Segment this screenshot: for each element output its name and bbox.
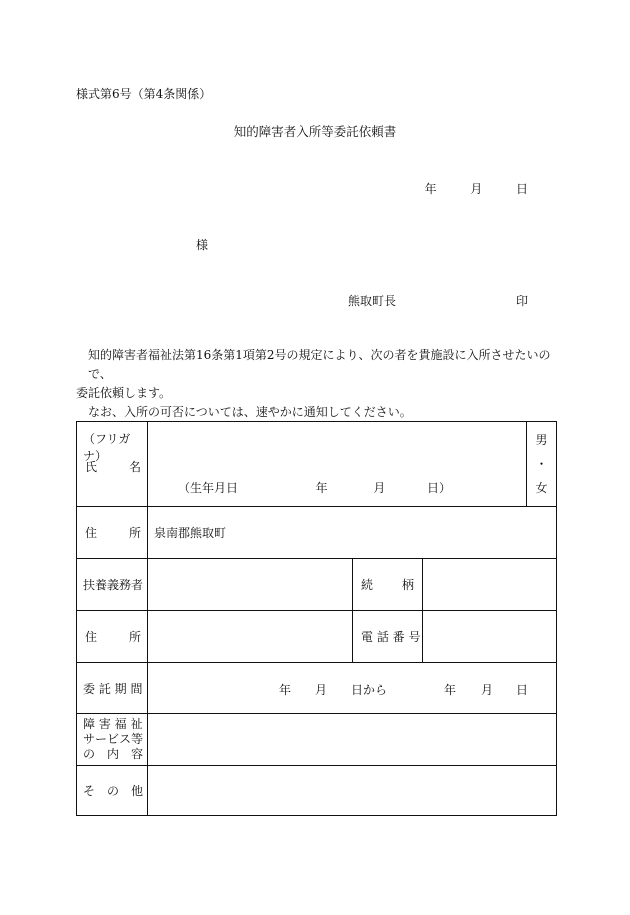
guardian-row [77, 559, 557, 611]
period-row [77, 663, 557, 714]
address-row [77, 507, 557, 559]
name-label-char-2: 名 [128, 460, 141, 474]
address-label-char-1: 住 [85, 526, 98, 540]
date-line [425, 180, 528, 197]
document-title: 知的障害者入所等委託依頼書 [233, 124, 397, 139]
body-line-3: なお、入所の可否については、速やかに通知してください。 [88, 405, 412, 419]
phone-label: 電 話 番 号 [353, 611, 423, 663]
period-from-day: 日から [351, 683, 388, 697]
service-label-line-3: の 内 容 [83, 747, 144, 761]
addressee-suffix: 様 [196, 238, 209, 252]
birth-date [178, 479, 451, 496]
period-label: 委 託 期 間 [77, 663, 148, 714]
body-line-1: 知的障害者福祉法第16条第1項第2号の規定により、次の者を貴施設に入所させたいので、 [88, 348, 551, 381]
birth-day: 日） [427, 481, 452, 495]
guardian-address-label-char-2: 所 [128, 630, 141, 644]
furigana-label: （フリガナ） [83, 432, 131, 463]
address-label [77, 507, 148, 559]
service-label [77, 714, 148, 766]
guardian-label: 扶養義務者 [77, 559, 148, 611]
date-day: 日 [515, 182, 528, 196]
seal-mark: 印 [515, 294, 528, 308]
sender-name: 熊取町長 [348, 294, 397, 308]
body-text [76, 346, 556, 422]
form-number: 様式第6号（第4条関係） [76, 87, 212, 101]
date-month: 月 [470, 182, 483, 196]
service-label-line-1: 障 害 福 祉 [83, 717, 143, 731]
guardian-address-label [77, 611, 148, 663]
guardian-address-row [77, 611, 557, 663]
name-row [77, 422, 557, 507]
sex-cell[interactable] [527, 422, 557, 507]
sex-dot: ・ [535, 457, 548, 471]
sex-female: 女 [535, 481, 548, 495]
birth-year: 年 [315, 481, 328, 495]
relation-field[interactable] [423, 559, 557, 611]
service-row [77, 714, 557, 766]
address-value[interactable]: 泉南郡熊取町 [148, 507, 557, 559]
period-field[interactable] [148, 663, 557, 714]
date-year: 年 [424, 182, 437, 196]
body-line-2: 委託依頼します。 [76, 386, 172, 400]
phone-field[interactable] [423, 611, 557, 663]
name-field[interactable] [148, 422, 527, 507]
sex-male: 男 [535, 433, 548, 447]
period-to-day: 日 [516, 683, 529, 697]
relation-label [353, 559, 423, 611]
other-row [77, 766, 557, 816]
relation-label-char-1: 続 [361, 578, 374, 592]
birth-open: （生年月日 [178, 481, 239, 495]
other-field[interactable] [148, 766, 557, 816]
name-label-cell [77, 422, 148, 507]
guardian-field[interactable] [148, 559, 353, 611]
guardian-address-field[interactable] [148, 611, 353, 663]
guardian-address-label-char-1: 住 [85, 630, 98, 644]
birth-month: 月 [373, 481, 386, 495]
name-label [85, 458, 141, 475]
service-label-line-2: サービス等 [83, 732, 144, 746]
address-label-char-2: 所 [128, 526, 141, 540]
service-field[interactable] [148, 714, 557, 766]
other-label: そ の 他 [77, 766, 148, 816]
period-to-year: 年 [444, 683, 457, 697]
period-to-month: 月 [481, 683, 494, 697]
relation-label-char-2: 柄 [401, 578, 414, 592]
period-from-year: 年 [279, 683, 292, 697]
request-form-table [76, 421, 557, 816]
period-from-month: 月 [315, 683, 328, 697]
name-label-char-1: 氏 [85, 460, 98, 474]
